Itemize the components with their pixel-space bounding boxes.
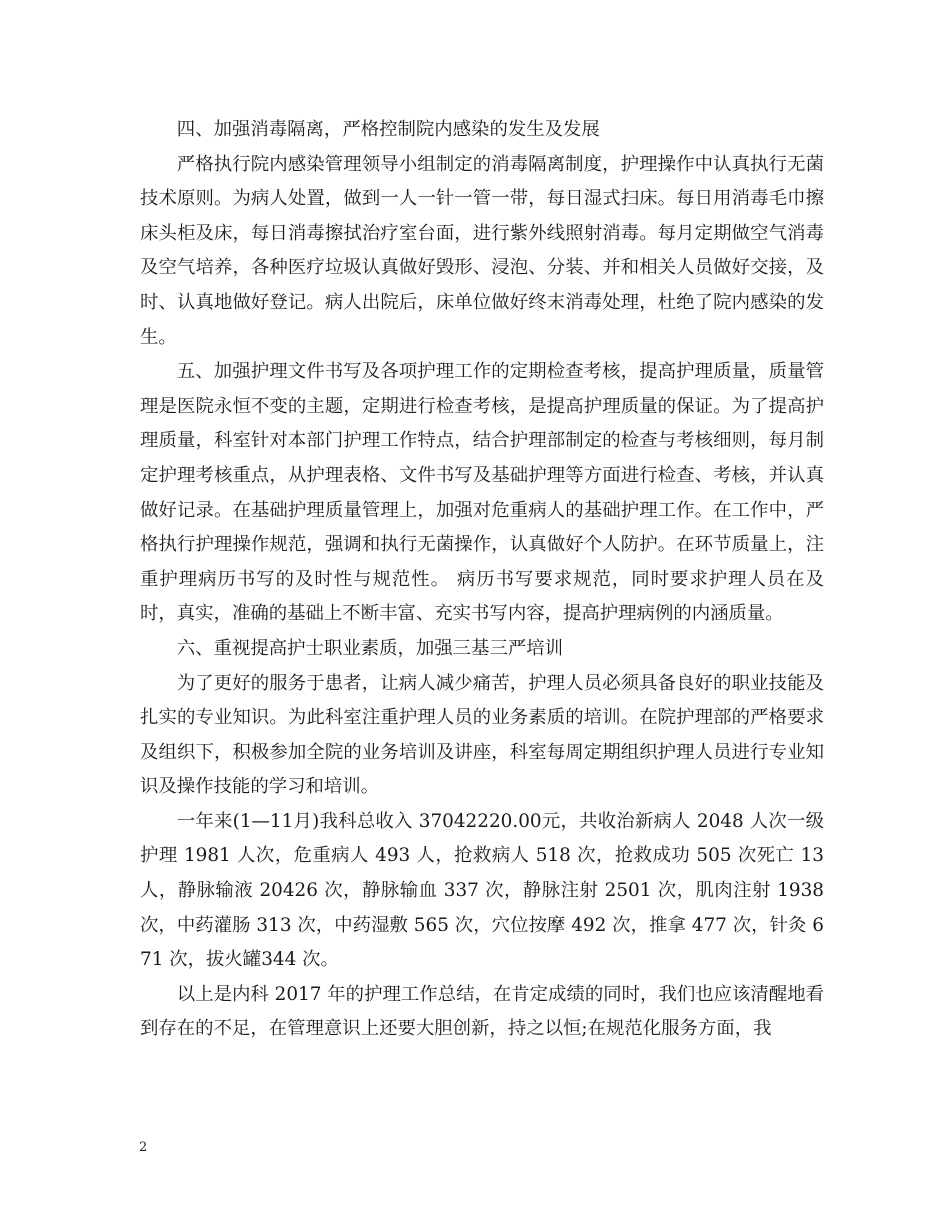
page-number: 2 <box>139 1140 148 1155</box>
paragraph-documentation-quality: 五、加强护理文件书写及各项护理工作的定期检查考核，提高护理质量，质量管理是医院永恒不变的主题，定期进行检查考核，是提高护理质量的保证。为了提高护理质量，科室针对本部门护理工作特点，结合护理部制定的检查与考核细则，每月制定护理考核重点，从护理表格、文件书写及基础护理等方面进行检查、考核，并认真做好记录。在基础护理质量管理上，加强对危重病人的基础护理工作。在工作中，严格执行护理操作规范，强调和执行无菌操作，认真做好个人防护。在环节质量上，注重护理病历书写的及时性与规范性。 病历书写要求规范，同时要求护理人员在及时，真实，准确的基础上不断丰富、充实书写内容，提高护理病例的内涵质量。 <box>140 361 824 625</box>
paragraph-training: 为了更好的服务于患者，让病人减少痛苦，护理人员必须具备良好的职业技能及扎实的专业知识。为此科室注重护理人员的业务素质的培训。在院护理部的严格要求及组织下，积极参加全院的业务培训及讲座，科室每周定期组织护理人员进行专业知识及操作技能的学习和培训。 <box>140 672 824 798</box>
paragraph-disinfection: 严格执行院内感染管理领导小组制定的消毒隔离制度，护理操作中认真执行无菌技术原则。为病人处置，做到一人一针一管一带，每日湿式扫床。每日用消毒毛巾擦床头柜及床，每日消毒擦拭治疗室台面，进行紫外线照射消毒。每月定期做空气消毒及空气培养，各种医疗垃圾认真做好毁形、浸泡、分装、并和相关人员做好交接，及时、认真地做好登记。病人出院后，床单位做好终末消毒处理，杜绝了院内感染的发生。 <box>140 153 824 348</box>
section-heading-4: 四、加强消毒隔离，严格控制院内感染的发生及发展 <box>176 119 600 140</box>
paragraph-summary: 以上是内科 2017 年的护理工作总结，在肯定成绩的同时，我们也应该清醒地看到存在的不足，在管理意识上还要大胆创新，持之以恒;在规范化服务方面，我 <box>140 983 824 1040</box>
section-heading-6: 六、重视提高护士职业素质，加强三基三严培训 <box>176 637 564 659</box>
paragraph-statistics: 一年来(1—11月)我科总收入 37042220.00元，共收治新病人 2048 人次一级护理 1981 人次，危重病人 493 人，抢救病人 518 次，抢救成功 505 次死亡 13 人，静脉输液 20426 次，静脉输血 337 次，静脉注射 2501 次，肌肉注射 1938 次，中药灌肠 313 次，中药湿敷 565 次，穴位按摩 492 次，推拿 477 次，针灸 671 次，拔火罐344 次。 <box>140 810 824 971</box>
document-body <box>140 113 824 1047</box>
